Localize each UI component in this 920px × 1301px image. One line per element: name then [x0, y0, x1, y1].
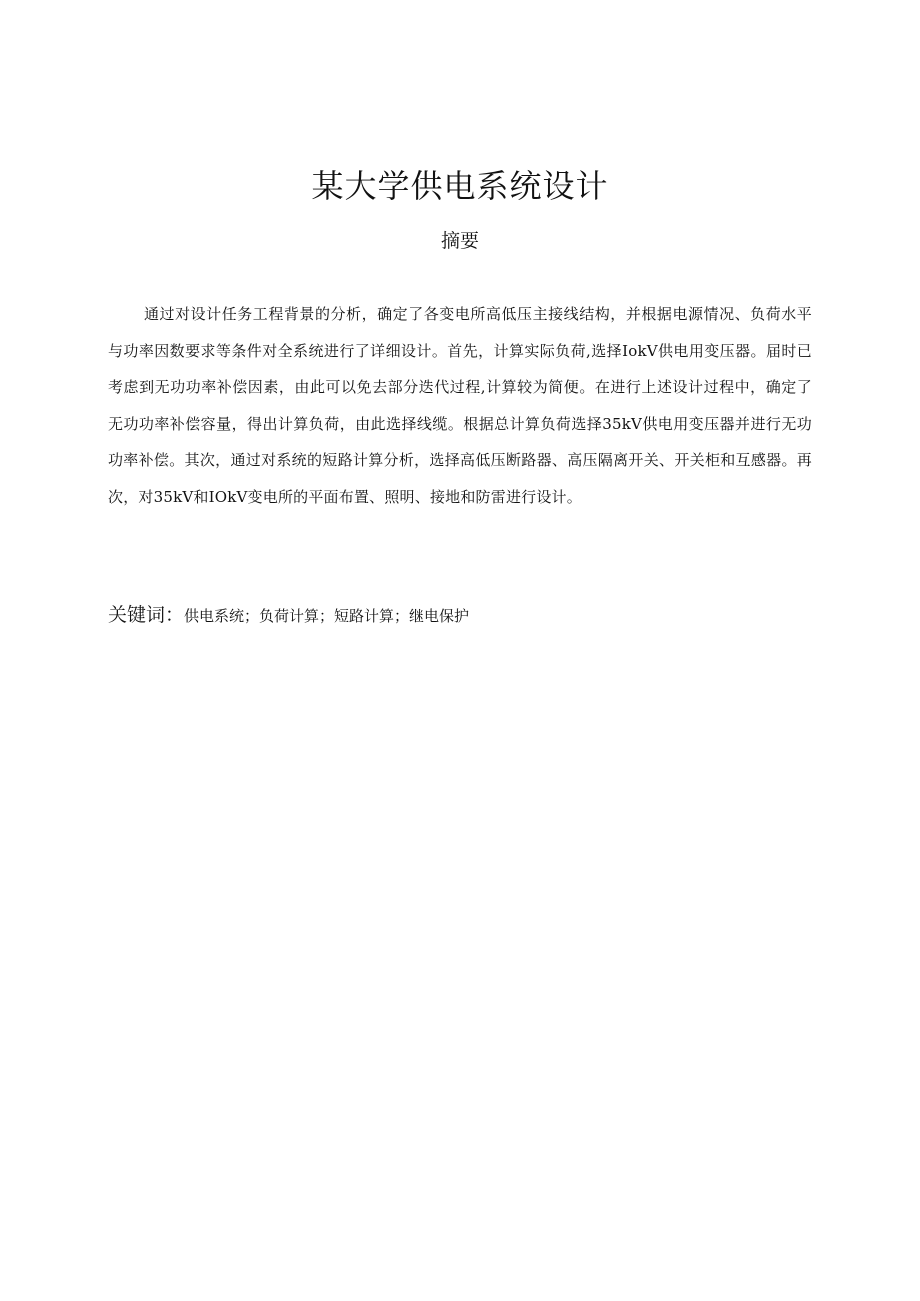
abstract-heading: 摘要: [440, 230, 479, 252]
keywords-label: 关键词：: [108, 604, 185, 626]
document-title: 某大学供电系统设计: [311, 167, 609, 205]
keywords-line: [108, 600, 812, 631]
keywords-text: 供电系统；负荷计算；短路计算；继电保护: [184, 607, 470, 625]
abstract-body: 通过对设计任务工程背景的分析，确定了各变电所高低压主接线结构，并根据电源情况、负荷水平与功率因数要求等条件对全系统进行了详细设计。首先，计算实际负荷,选择IokV供电用变压器。届时已考虑到无功功率补偿因素，由此可以免去部分迭代过程,计算较为简便。在进行上述设计过程中，确定了无功功率补偿容量，得出计算负荷，由此选择线缆。根据总计算负荷选择35kV供电用变压器并进行无功功率补偿。其次，通过对系统的短路计算分析，选择高低压断路器、高压隔离开关、开关柜和互感器。再次，对35kV和IOkV变电所的平面布置、照明、接地和防雷进行设计。: [108, 305, 812, 506]
